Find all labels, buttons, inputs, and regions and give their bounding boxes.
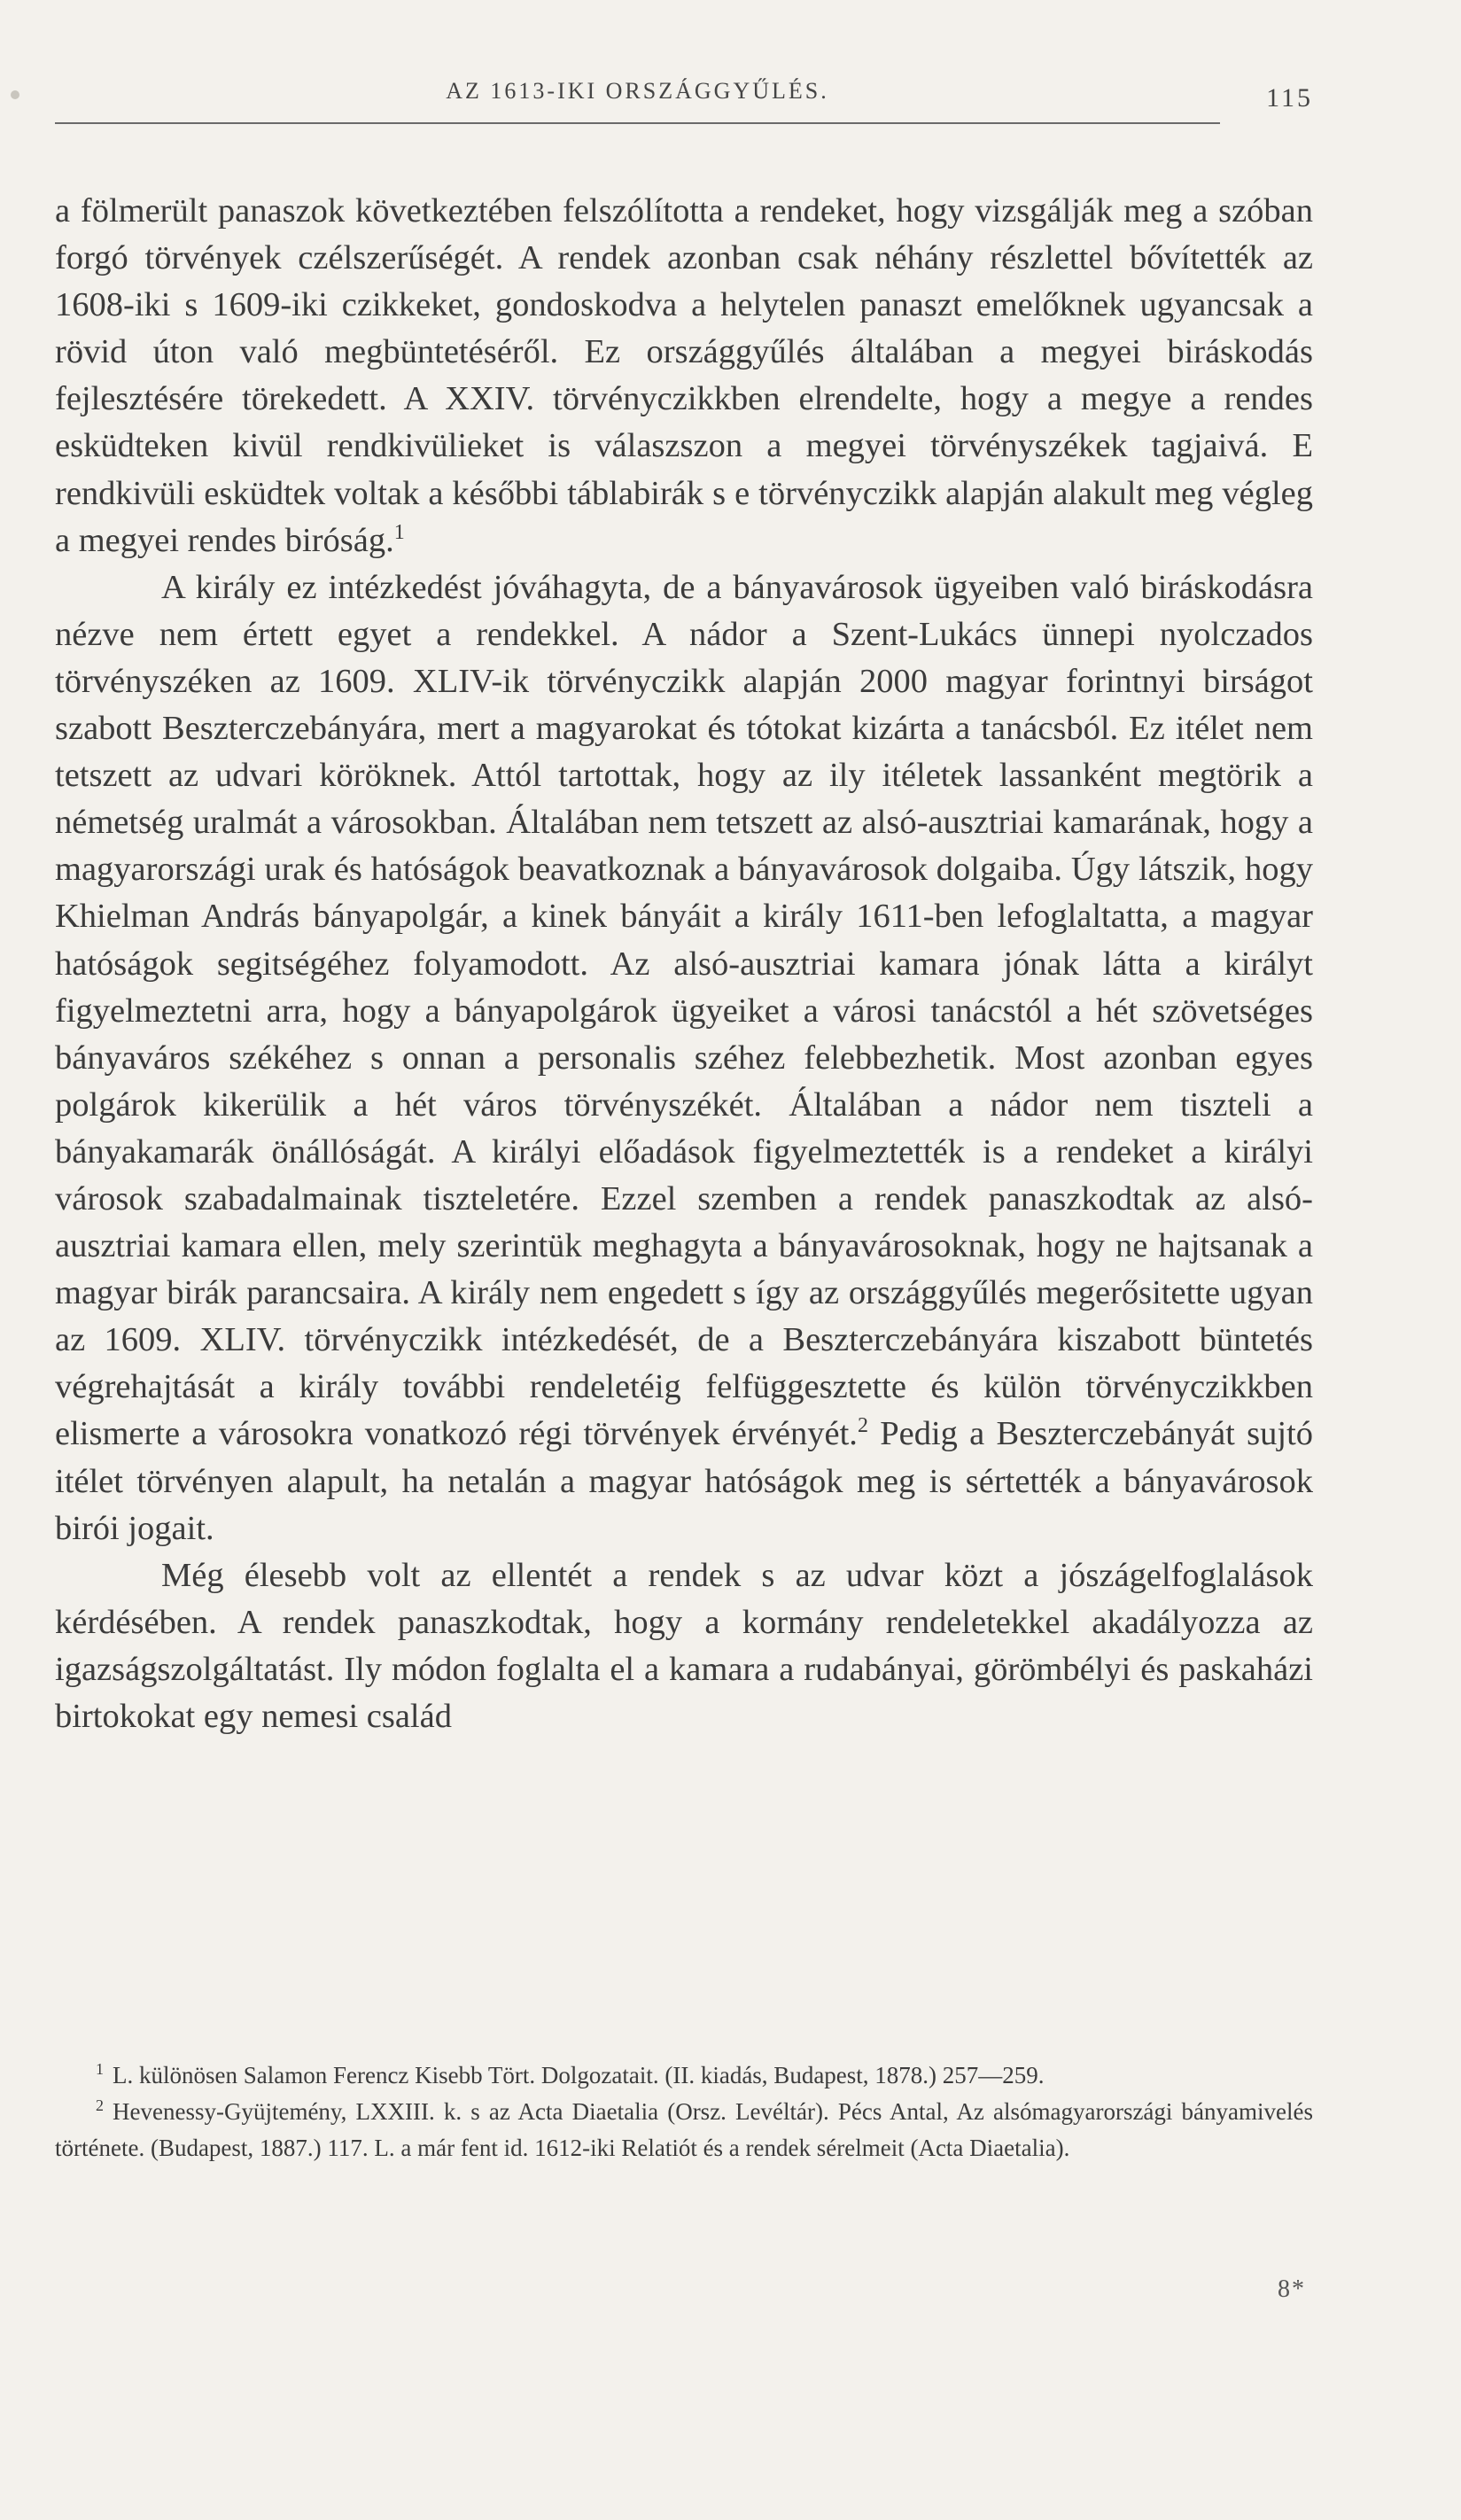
footnote-mark: 2 [96, 2096, 104, 2114]
book-page [55, 0, 1313, 2520]
footnote-reference[interactable]: 2 [857, 1414, 868, 1438]
running-title: AZ 1613-IKI ORSZÁGGYŰLÉS. [446, 78, 829, 104]
page-number: 115 [1266, 83, 1313, 113]
footnote-reference[interactable]: 1 [393, 520, 405, 544]
footnote-mark: 1 [96, 2060, 104, 2078]
paragraph: Még élesebb volt az ellentét a rendek s az udvar közt a jószágelfoglalások kérdésében. A rendek panaszkodtak, hogy a kormány rendeletekkel akadályozza az igazságszolgáltatást. Ily módon foglalta el a kamara a rudabányai, görömbélyi és paskaházi birtokokat egy nemesi család [55, 1556, 1313, 1735]
signature-mark: 8* [1278, 2275, 1306, 2303]
page-header [55, 76, 1313, 129]
footnote: $^2$ Hevenessy-Gyüjtemény, LXXIII. k. s az Acta Diaetalia (Orsz. Levéltár). Pécs Antal, Az alsómagyarországi bányamivelés története. (Budapest, 1887.) 117. L. a már fent id. 1612-iki Relatiót és a rendek sérelmeit (Acta Diaetalia). [55, 2096, 1313, 2161]
paragraph: a fölmerült panaszok következtében felszólította a rendeket, hogy vizsgálják meg a szóban forgó törvények czélszerűségét. A rendek azonban csak néhány részlettel bővítették az 1608-iki s 1609-iki czikkeket, gondoskodva a helytelen panaszt emelőknek ugyancsak a rövid úton való megbüntetéséről. Ez országgyűlés általában a megyei biráskodás fejlesztésére törekedett. A XXIV. törvényczikkben elrendelte, hogy a megye a rendes esküdteken kivül rendkivülieket is válaszszon a megyei törvényszékek tagjaivá. E rendkivüli esküdtek voltak a későbbi táblabirák s e törvényczikk alapján alakult meg végleg a megyei rendes biróság.$^1$ [55, 192, 1313, 559]
header-rule [55, 122, 1220, 124]
footnote: $^1$ L. különösen Salamon Ferencz Kisebb Tört. Dolgozatait. (II. kiadás, Budapest, 1878.) 257—259. [96, 2060, 1045, 2088]
paragraph: A király ez intézkedést jóváhagyta, de a bányavárosok ügyeiben való biráskodásra nézve nem értett egyet a rendekkel. A nádor a Szent-Lukács ünnepi nyolczados törvényszéken az 1609. XLIV-ik törvényczikk alapján 2000 magyar forintnyi birságot szabott Beszterczebányára, mert a magyarokat és tótokat kizárta a tanácsból. Ez itélet nem tetszett az udvari köröknek. Attól tartottak, hogy az ily itéletek lassanként megtörik a németség uralmát a városokban. Általában nem tetszett az alsó-ausztriai kamarának, hogy a magyarországi urak és hatóságok beavatkoznak a bányavárosok dolgaiba. Úgy látszik, hogy Khielman András bányapolgár, a kinek bányáit a király 1611-ben lefoglaltatta, a magyar hatóságok segitségéhez folyamodott. Az alsó-ausztriai kamara jónak látta a királyt figyelmeztetni arra, hogy a bányapolgárok ügyeiket a városi tanácstól a hét szövetséges bányaváros székéhez s onnan a personalis széhez felebbezhetik. Most azonban egyes polgárok kikerülik a hét város törvényszékét. Általában a nádor nem tiszteli a bányakamarák önállóságát. A királyi előadások figyelmeztették is a rendeket a királyi városok szabadalmainak tiszteletére. Ezzel szemben a rendek panaszkodtak az alsó-ausztriai kamara ellen, mely szerintük meghagyta a bányavárosoknak, hogy ne hajtsanak a magyar birák parancsaira. A király nem engedett s így az országgyűlés megerősitette ugyan az 1609. XLIV. törvényczikk intézkedését, de a Beszterczebányára kiszabott büntetés végrehajtását a király további rendeletéig felfüggesztette és külön törvényczikkben elismerte a városokra vonatkozó régi törvények érvényét.$^2$ Pedig a Beszterczebányát sujtó itélet törvényen alapult, ha netalán a magyar hatóságok meg is sértették a bányavárosok birói jogait. [55, 568, 1314, 1547]
body-text [55, 188, 1313, 1740]
margin-dot [11, 90, 19, 99]
footnotes [55, 2057, 1313, 2166]
